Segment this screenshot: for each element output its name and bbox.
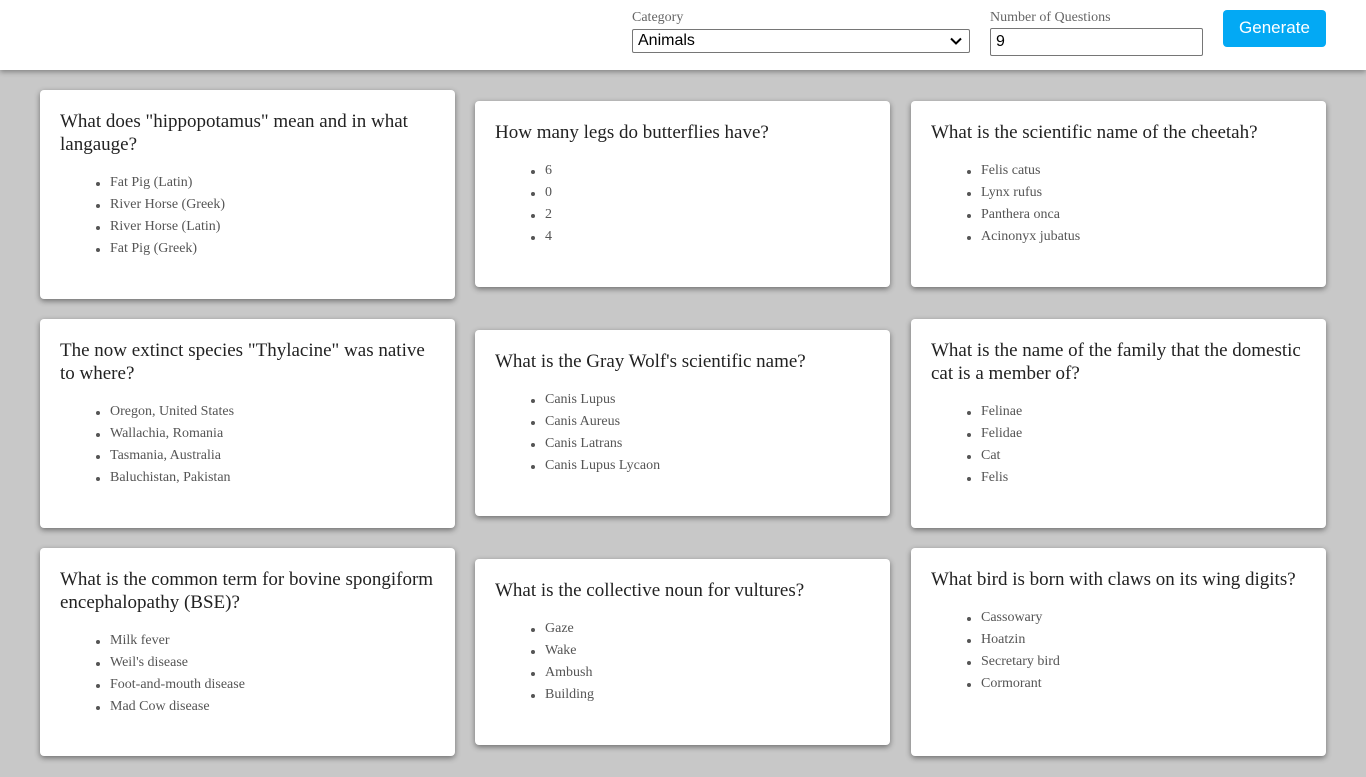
question-card [911, 101, 1326, 287]
chevron-down-icon [947, 32, 965, 50]
answer-option: Canis Lupus [545, 389, 870, 411]
question-text: How many legs do butterflies have? [495, 122, 769, 143]
answer-option: Felidae [981, 423, 1306, 445]
question-count-field [990, 10, 1203, 56]
answer-list [931, 607, 1306, 695]
category-label: Category [632, 10, 684, 25]
answer-list [60, 401, 435, 489]
answer-option: River Horse (Greek) [110, 194, 435, 216]
answer-list [931, 401, 1306, 489]
question-card [911, 548, 1326, 756]
answer-option: Foot-and-mouth disease [110, 674, 435, 696]
answer-option: Mad Cow disease [110, 696, 435, 718]
answer-option: Cassowary [981, 607, 1306, 629]
answer-list [60, 630, 435, 718]
answer-option: Fat Pig (Latin) [110, 172, 435, 194]
answer-option: Tasmania, Australia [110, 445, 435, 467]
answer-option: Baluchistan, Pakistan [110, 467, 435, 489]
category-selected-value: Animals [638, 32, 695, 49]
answer-option: Canis Lupus Lycaon [545, 455, 870, 477]
answer-option: 4 [545, 226, 870, 248]
answer-option: 2 [545, 204, 870, 226]
question-card [475, 101, 890, 287]
answer-option: 6 [545, 160, 870, 182]
answer-list [495, 160, 870, 248]
answer-option: Gaze [545, 618, 870, 640]
question-count-input[interactable]: 9 [990, 28, 1203, 56]
generate-button[interactable]: Generate [1223, 10, 1326, 47]
answer-option: Wake [545, 640, 870, 662]
answer-option: Cormorant [981, 673, 1306, 695]
answer-option: Felis catus [981, 160, 1306, 182]
answer-option: Building [545, 684, 870, 706]
question-card [40, 90, 455, 299]
answer-option: Weil's disease [110, 652, 435, 674]
answer-option: Lynx rufus [981, 182, 1306, 204]
answer-option: Canis Latrans [545, 433, 870, 455]
question-text: What is the Gray Wolf's scientific name? [495, 351, 806, 372]
answer-option: 0 [545, 182, 870, 204]
answer-list [495, 389, 870, 477]
question-text: The now extinct species "Thylacine" was native to where? [60, 340, 425, 384]
answer-option: Milk fever [110, 630, 435, 652]
question-card [475, 330, 890, 516]
answer-option: Hoatzin [981, 629, 1306, 651]
question-card [475, 559, 890, 745]
answer-option: Canis Aureus [545, 411, 870, 433]
question-count-label: Number of Questions [990, 10, 1111, 25]
question-text: What bird is born with claws on its wing digits? [931, 569, 1296, 590]
top-bar [0, 0, 1366, 70]
question-card [40, 319, 455, 528]
answer-option: Cat [981, 445, 1306, 467]
answer-option: Felis [981, 467, 1306, 489]
question-text: What is the common term for bovine spongiform encephalopathy (BSE)? [60, 569, 434, 613]
category-select[interactable] [632, 29, 970, 53]
answer-option: River Horse (Latin) [110, 216, 435, 238]
answer-list [495, 618, 870, 706]
question-text: What is the collective noun for vultures? [495, 580, 805, 601]
answer-option: Fat Pig (Greek) [110, 238, 435, 260]
answer-option: Panthera onca [981, 204, 1306, 226]
category-field [632, 10, 970, 53]
answer-list [60, 172, 435, 260]
question-text: What does "hippopotamus" mean and in what langauge? [60, 111, 408, 155]
question-card [40, 548, 455, 756]
question-text: What is the name of the family that the domestic cat is a member of? [931, 340, 1301, 384]
answer-option: Oregon, United States [110, 401, 435, 423]
answer-list [931, 160, 1306, 248]
question-text: What is the scientific name of the cheetah? [931, 122, 1258, 143]
answer-option: Felinae [981, 401, 1306, 423]
question-card [911, 319, 1326, 528]
answer-option: Secretary bird [981, 651, 1306, 673]
answer-option: Wallachia, Romania [110, 423, 435, 445]
answer-option: Acinonyx jubatus [981, 226, 1306, 248]
answer-option: Ambush [545, 662, 870, 684]
